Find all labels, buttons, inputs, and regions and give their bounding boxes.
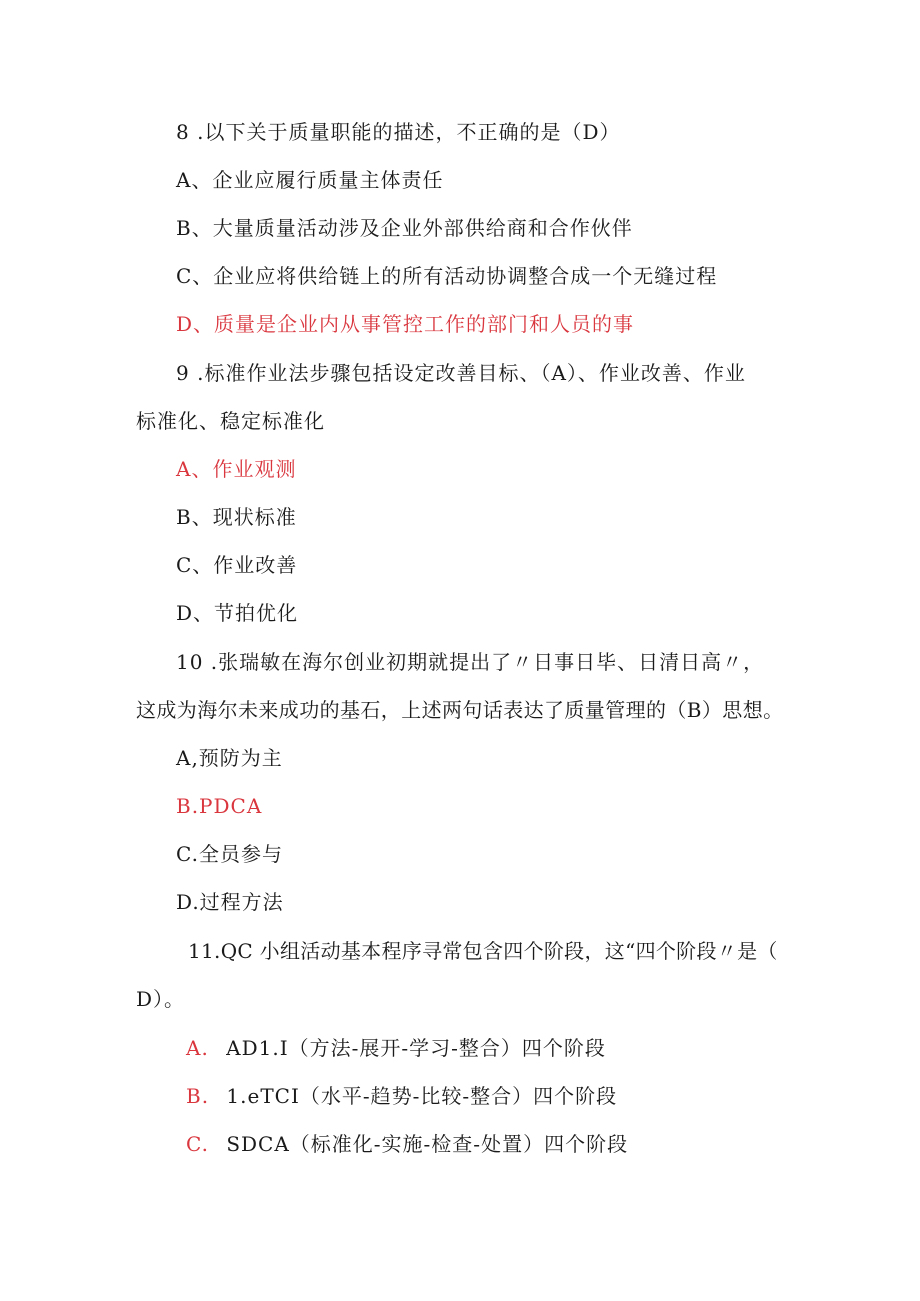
q8-option-b: B、大量质量活动涉及企业外部供给商和合作伙伴 <box>176 216 633 240</box>
q11-option-a-text: AD1.I（方法-展开-学习-整合）四个阶段 <box>226 1036 606 1060</box>
q11-option-b <box>186 1082 617 1110</box>
q8-question: 8 .以下关于质量职能的描述，不正确的是（D） <box>176 120 621 144</box>
q11-option-b-label: B. <box>186 1084 210 1108</box>
q11-option-a-label: A. <box>186 1036 209 1060</box>
q10-question-line1: 10 .张瑞敏在海尔创业初期就提出了〃日事日毕、日清日高〃， <box>176 650 765 674</box>
q8-option-d-answer: D、质量是企业内从事管控工作的部门和人员的事 <box>176 312 635 336</box>
q11-option-c-label: C. <box>186 1132 209 1156</box>
q9-option-c: C、作业改善 <box>176 553 298 577</box>
q9-option-b: B、现状标准 <box>176 505 297 529</box>
q10-option-d: D.过程方法 <box>176 890 284 914</box>
q11-option-b-text: 1.eTCI（水平-趋势-比较-整合）四个阶段 <box>226 1084 618 1108</box>
q8-option-c: C、企业应将供给链上的所有活动协调整合成一个无缝过程 <box>176 264 718 288</box>
q10-option-a: A,预防为主 <box>176 746 283 770</box>
q11-option-c-text: SDCA（标准化-实施-检查-处置）四个阶段 <box>226 1132 629 1156</box>
q11-option-c <box>186 1130 628 1158</box>
q11-question-line2: D）。 <box>136 987 186 1011</box>
q8-option-a: A、企业应履行质量主体责任 <box>176 168 444 192</box>
q10-question-line2: 这成为海尔未来成功的基石，上述两句话表达了质量管理的（B）思想。 <box>136 698 784 722</box>
q9-option-a-answer: A、作业观测 <box>176 457 297 481</box>
q11-option-a <box>186 1034 606 1062</box>
q10-option-c: C.全员参与 <box>176 842 283 866</box>
q10-option-b-answer: B.PDCA <box>176 794 263 818</box>
q11-question-line1: 11.QC 小组活动基本程序寻常包含四个阶段，这“四个阶段〃是（ <box>188 939 778 963</box>
q9-option-d: D、节拍优化 <box>176 601 299 625</box>
q9-question-line2: 标准化、稳定标准化 <box>136 409 325 433</box>
q9-question-line1: 9 .标准作业法步骤包括设定改善目标、（A）、作业改善、作业 <box>176 361 746 385</box>
